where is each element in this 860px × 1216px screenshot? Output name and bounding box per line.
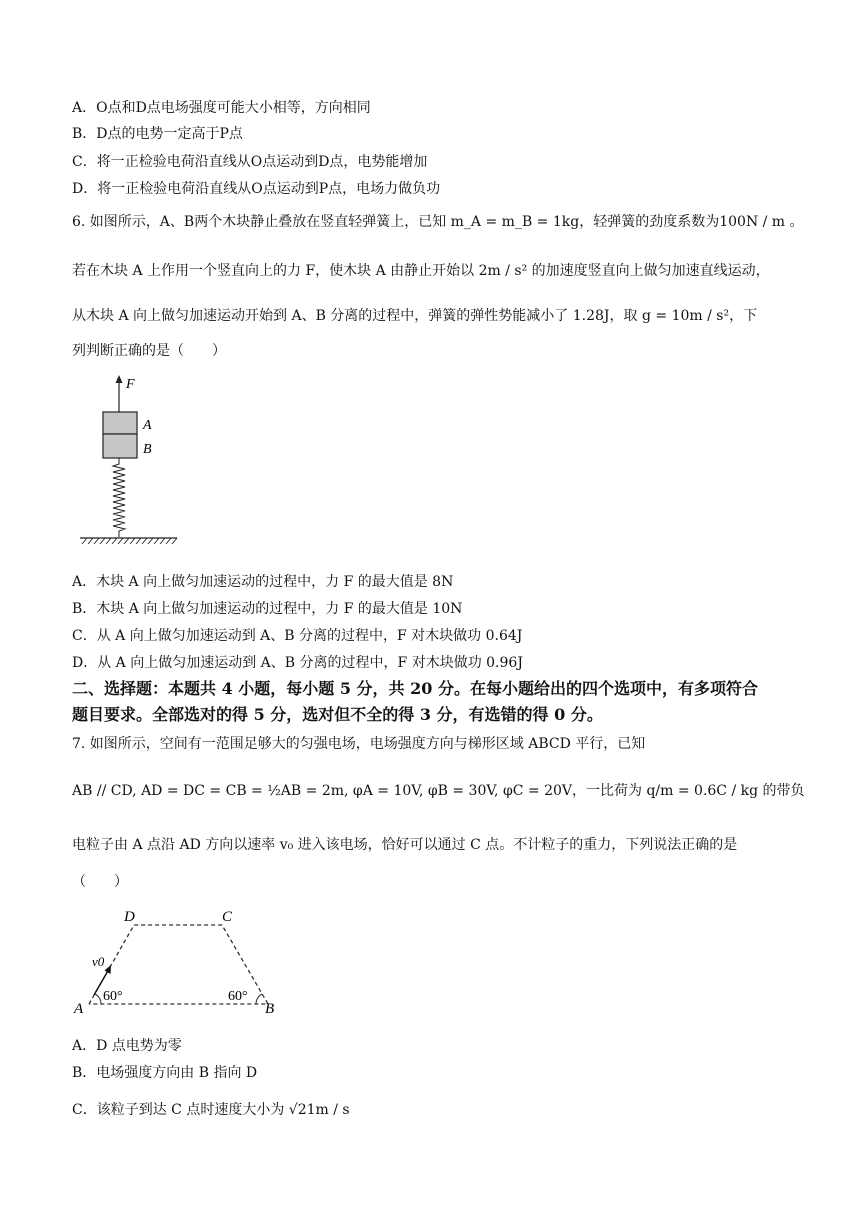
- q6-option-a: A．木块 A 向上做匀加速运动的过程中，力 F 的最大值是 8N: [72, 574, 454, 590]
- point-a-label: A: [74, 1001, 84, 1017]
- section-heading-line-2: 题目要求。全部选对的得 5 分，选对但不全的得 3 分，有选错的得 0 分。: [72, 705, 603, 724]
- point-d-label: D: [124, 909, 135, 925]
- q7-stem-line-4: （ ）: [72, 874, 128, 890]
- angle-a-arc: [95, 994, 101, 1004]
- q7-stem-line-1: 7. 如图所示，空间有一范围足够大的匀强电场，电场强度方向与梯形区域 ABCD 平行，已知: [72, 736, 646, 752]
- q7-stem-line-3: 电粒子由 A 点沿 AD 方向以速率 v₀ 进入该电场，恰好可以通过 C 点。不计粒子的重力，下列说法正确的是: [72, 837, 738, 853]
- q6-stem-line-2: 若在木块 A 上作用一个竖直向上的力 F，使木块 A 由静止开始以 2m / s² 的加速度竖直向上做匀加速直线运动，: [72, 263, 770, 279]
- q7-option-b: B．电场强度方向由 B 指向 D: [72, 1065, 258, 1081]
- q5-option-c: C．将一正检验电荷沿直线从O点运动到D点，电势能增加: [72, 154, 428, 170]
- q6-option-b: B．木块 A 向上做匀加速运动的过程中，力 F 的最大值是 10N: [72, 601, 463, 617]
- block-a: [103, 412, 137, 434]
- q6-option-d: D．从 A 向上做匀加速运动到 A、B 分离的过程中，F 对木块做功 0.96J: [72, 655, 523, 671]
- spring-blocks-figure: [72, 372, 192, 552]
- q7-stem-line-2: AB // CD, AD = DC = CB = ½AB = 2m, φA = 10V, φB = 30V, φC = 20V，一比荷为 q/m = 0.6C / kg 的带负: [72, 783, 805, 799]
- q6-option-c: C．从 A 向上做匀加速运动到 A、B 分离的过程中，F 对木块做功 0.64J: [72, 628, 523, 644]
- q7-option-c: C．该粒子到达 C 点时速度大小为 √21m / s: [72, 1102, 350, 1118]
- q5-option-b: B．D点的电势一定高于P点: [72, 126, 243, 142]
- q6-stem-line-4: 列判断正确的是（ ）: [72, 343, 226, 359]
- q5-option-d: D．将一正检验电荷沿直线从O点运动到P点，电场力做负功: [72, 181, 441, 197]
- angle-b-label: 60°: [228, 989, 248, 1004]
- q5-option-a: A．O点和D点电场强度可能大小相等，方向相同: [72, 100, 371, 116]
- section-heading-line-1: 二、选择题：本题共 4 小题，每小题 5 分，共 20 分。在每小题给出的四个选项中，有多项符合: [72, 679, 758, 698]
- angle-b-arc: [256, 994, 262, 1004]
- angle-a-label: 60°: [103, 989, 123, 1004]
- q7-option-a: A．D 点电势为零: [72, 1038, 182, 1054]
- q6-stem-line-1: 6. 如图所示，A、B两个木块静止叠放在竖直轻弹簧上，已知 m_A = m_B = 1kg，轻弹簧的劲度系数为100N / m 。: [72, 214, 804, 230]
- block-a-label: A: [143, 418, 152, 433]
- point-b-label: B: [265, 1001, 275, 1017]
- block-b: [103, 434, 137, 458]
- v0-label: v0: [92, 954, 105, 969]
- q6-stem-line-3: 从木块 A 向上做匀加速运动开始到 A、B 分离的过程中，弹簧的弹性势能减小了 1.28J，取 g = 10m / s²，下: [72, 308, 758, 324]
- trapezoid-figure: [72, 905, 292, 1020]
- block-b-label: B: [143, 442, 152, 457]
- point-c-label: C: [222, 909, 233, 925]
- spring: [113, 458, 125, 537]
- force-label: F: [126, 377, 135, 392]
